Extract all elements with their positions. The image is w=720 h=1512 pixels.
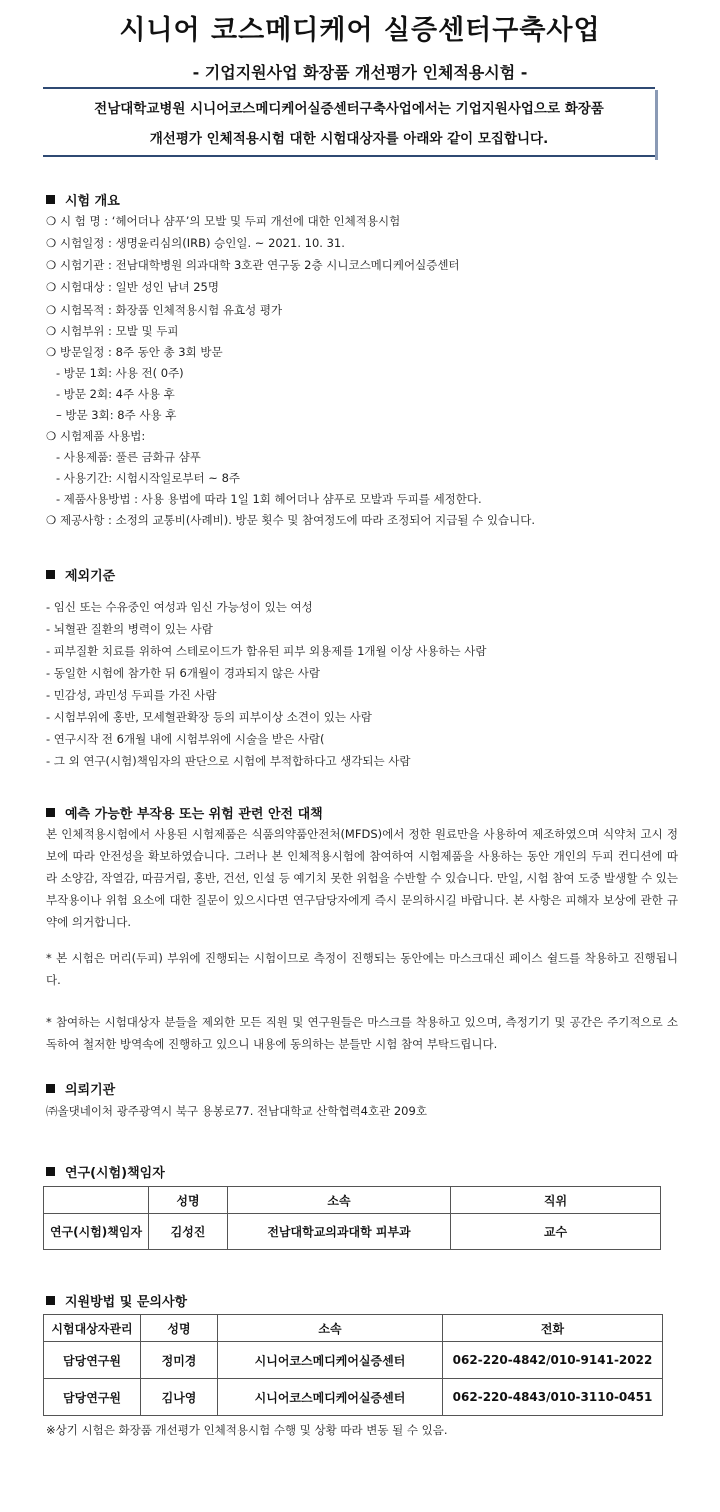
page-title: 시니어 코스메디케어 실증센터구축사업 <box>119 15 601 46</box>
safety-heading <box>46 803 323 822</box>
table-cell: 담당연구원 <box>44 1342 141 1379</box>
sponsor-heading-text: 의뢰기관 <box>65 1083 116 1098</box>
overview-item: ❍ 시험부위 : 모발 및 두피 <box>46 324 179 338</box>
intro-box-shadow <box>655 90 658 160</box>
table-cell: 김성진 <box>149 1214 228 1250</box>
contact-heading <box>46 1291 187 1310</box>
exclusion-heading-text: 제외기준 <box>65 569 116 584</box>
footnote: ※상기 시험은 화장품 개선평가 인체적용시험 수행 및 상황 따라 변동 될 수 있음. <box>46 1423 448 1437</box>
phone-number: 062-220-4842/010-9141-2022 <box>443 1342 663 1379</box>
overview-item: ❍ 시험일정 : 생명윤리심의(IRB) 승인일. ~ 2021. 10. 31. <box>46 236 345 250</box>
table-cell: 교수 <box>451 1214 661 1250</box>
exclusion-item: - 임신 또는 수유중인 여성과 임신 가능성이 있는 여성 <box>46 600 313 614</box>
sponsor-address: ㈜올댓네이처 광주광역시 북구 용봉로77. 전남대학교 산학협력4호관 209호 <box>46 1104 427 1118</box>
table-header-cell: 성명 <box>141 1315 218 1342</box>
overview-item: ❍ 시험기관 : 전남대학병원 의과대학 3호관 연구동 2층 시니코스메디케어실증센터 <box>46 258 460 272</box>
overview-item: ❍ 방문일정 : 8주 동안 총 3회 방문 <box>46 345 223 359</box>
table-header-row <box>44 1187 661 1214</box>
table-cell: 시니어코스메디케어실증센터 <box>218 1342 443 1379</box>
safety-paragraph: 본 인체적용시험에서 사용된 시험제품은 식품의약품안전처(MFDS)에서 정한 원료만을 사용하여 제조하였으며 식약처 고시 정보에 따라 안전성을 확보하였습니다. 그러나 본 인체적용시험에 참여하여 시험제품을 사용하는 동안 개인의 두피 컨디션에 따라 소양감, 작열감, 따끔거림, 홍반, 건선, 인설 등 예기치 못한 위험을 수반할 수 있습니다. 만일, 시험 참여 도중 발생할 수 있는 부작용이나 위험 요소에 대한 질문이 있으시다면 연구담당자에게 즉시 문의하시길 바랍니다. 본 사항은 피해자 보상에 관한 규약에 의거합니다. <box>46 827 678 929</box>
exclusion-item: - 피부질환 치료를 위하여 스테로이드가 함유된 피부 외용제를 1개월 이상 사용하는 사람 <box>46 644 487 658</box>
phone-number: 062-220-4843/010-3110-0451 <box>443 1379 663 1416</box>
sponsor-heading <box>46 1079 115 1098</box>
bullet-square-icon <box>46 570 55 579</box>
exclusion-item: - 그 외 연구(시험)책임자의 판단으로 시험에 부적합하다고 생각되는 사람 <box>46 754 411 768</box>
intro-line-2: 개선평가 인체적용시험 대한 시험대상자를 아래와 같이 모집합니다. <box>149 131 549 147</box>
intro-box <box>43 87 655 157</box>
overview-heading <box>46 190 120 209</box>
overview-subitem: – 방문 3회: 8주 사용 후 <box>56 408 177 422</box>
overview-subitem: - 사용기간: 시험시작일로부터 ~ 8주 <box>56 471 241 485</box>
safety-note-faceshield: * 본 시험은 머리(두피) 부위에 진행되는 시험이므로 측정이 진행되는 동안에는 마스크대신 페이스 쉴드를 착용하고 진행됩니다. <box>46 951 678 987</box>
table-header-cell: 전화 <box>443 1315 663 1342</box>
table-row <box>44 1379 663 1416</box>
table-cell: 연구(시험)책임자 <box>44 1214 149 1250</box>
overview-item: ❍ 시험대상 : 일반 성인 남녀 25명 <box>46 280 219 294</box>
table-cell: 김나영 <box>141 1379 218 1416</box>
investigator-heading-text: 연구(시험)책임자 <box>65 1166 165 1181</box>
exclusion-item: - 동일한 시험에 참가한 뒤 6개월이 경과되지 않은 사람 <box>46 666 320 680</box>
contact-table <box>43 1314 663 1416</box>
safety-note-mask: * 참여하는 시험대상자 분들을 제외한 모든 직원 및 연구원들은 마스크를 착용하고 있으며, 측정기기 및 공간은 주기적으로 소독하여 철저한 방역속에 진행하고 있으니 내용에 동의하는 분들만 시험 참여 부탁드립니다. <box>46 1015 678 1051</box>
bullet-square-icon <box>46 195 55 204</box>
investigator-table <box>43 1186 661 1250</box>
exclusion-item: - 민감성, 과민성 두피를 가진 사람 <box>46 688 217 702</box>
exclusion-item: - 시험부위에 홍반, 모세혈관확장 등의 피부이상 소견이 있는 사람 <box>46 710 372 724</box>
intro-line-1: 전남대학교병원 시니어코스메디케어실증센터구축사업에서는 기업지원사업으로 화장품 <box>94 101 604 117</box>
table-header-row <box>44 1315 663 1342</box>
overview-subitem: - 사용제품: 풀른 금화규 샴푸 <box>56 450 201 464</box>
table-cell: 담당연구원 <box>44 1379 141 1416</box>
overview-item: ❍ 시험목적 : 화장품 인체적용시험 유효성 평가 <box>46 303 283 317</box>
overview-subitem: - 방문 2회: 4주 사용 후 <box>56 387 175 401</box>
overview-subitem: - 방문 1회: 사용 전( 0주) <box>56 366 184 380</box>
investigator-heading <box>46 1162 165 1181</box>
overview-item: ❍ 시험제품 사용법: <box>46 429 146 443</box>
table-header-cell: 소속 <box>228 1187 451 1214</box>
safety-heading-text: 예측 가능한 부작용 또는 위험 관련 안전 대책 <box>65 807 323 822</box>
table-header-cell: 직위 <box>451 1187 661 1214</box>
contact-heading-text: 지원방법 및 문의사항 <box>65 1295 188 1310</box>
exclusion-item: - 연구시작 전 6개월 내에 시험부위에 시술을 받은 사람( <box>46 732 325 746</box>
bullet-square-icon <box>46 1296 55 1305</box>
table-cell: 전남대학교의과대학 피부과 <box>228 1214 451 1250</box>
page-subtitle: - 기업지원사업 화장품 개선평가 인체적용시험 - <box>192 63 528 82</box>
exclusion-heading <box>46 565 115 584</box>
overview-item: ❍ 제공사항 : 소정의 교통비(사례비). 방문 횟수 및 참여정도에 따라 조정되어 지급될 수 있습니다. <box>46 513 536 527</box>
table-cell: 시니어코스메디케어실증센터 <box>218 1379 443 1416</box>
overview-heading-text: 시험 개요 <box>65 194 120 209</box>
table-header-cell: 시험대상자관리 <box>44 1315 141 1342</box>
overview-subitem: - 제품사용방법 : 사용 용법에 따라 1일 1회 헤어더나 샴푸로 모발과 두피를 세정한다. <box>56 492 482 506</box>
table-cell: 정미경 <box>141 1342 218 1379</box>
bullet-square-icon <box>46 1167 55 1176</box>
bullet-square-icon <box>46 808 55 817</box>
table-header-cell: 소속 <box>218 1315 443 1342</box>
table-row <box>44 1342 663 1379</box>
table-row <box>44 1214 661 1250</box>
exclusion-item: - 뇌혈관 질환의 병력이 있는 사람 <box>46 622 213 636</box>
table-header-cell <box>44 1187 149 1214</box>
bullet-square-icon <box>46 1084 55 1093</box>
table-header-cell: 성명 <box>149 1187 228 1214</box>
overview-item: ❍ 시 험 명 : ‘헤어더나 샴푸’의 모발 및 두피 개선에 대한 인체적용시험 <box>46 214 401 228</box>
